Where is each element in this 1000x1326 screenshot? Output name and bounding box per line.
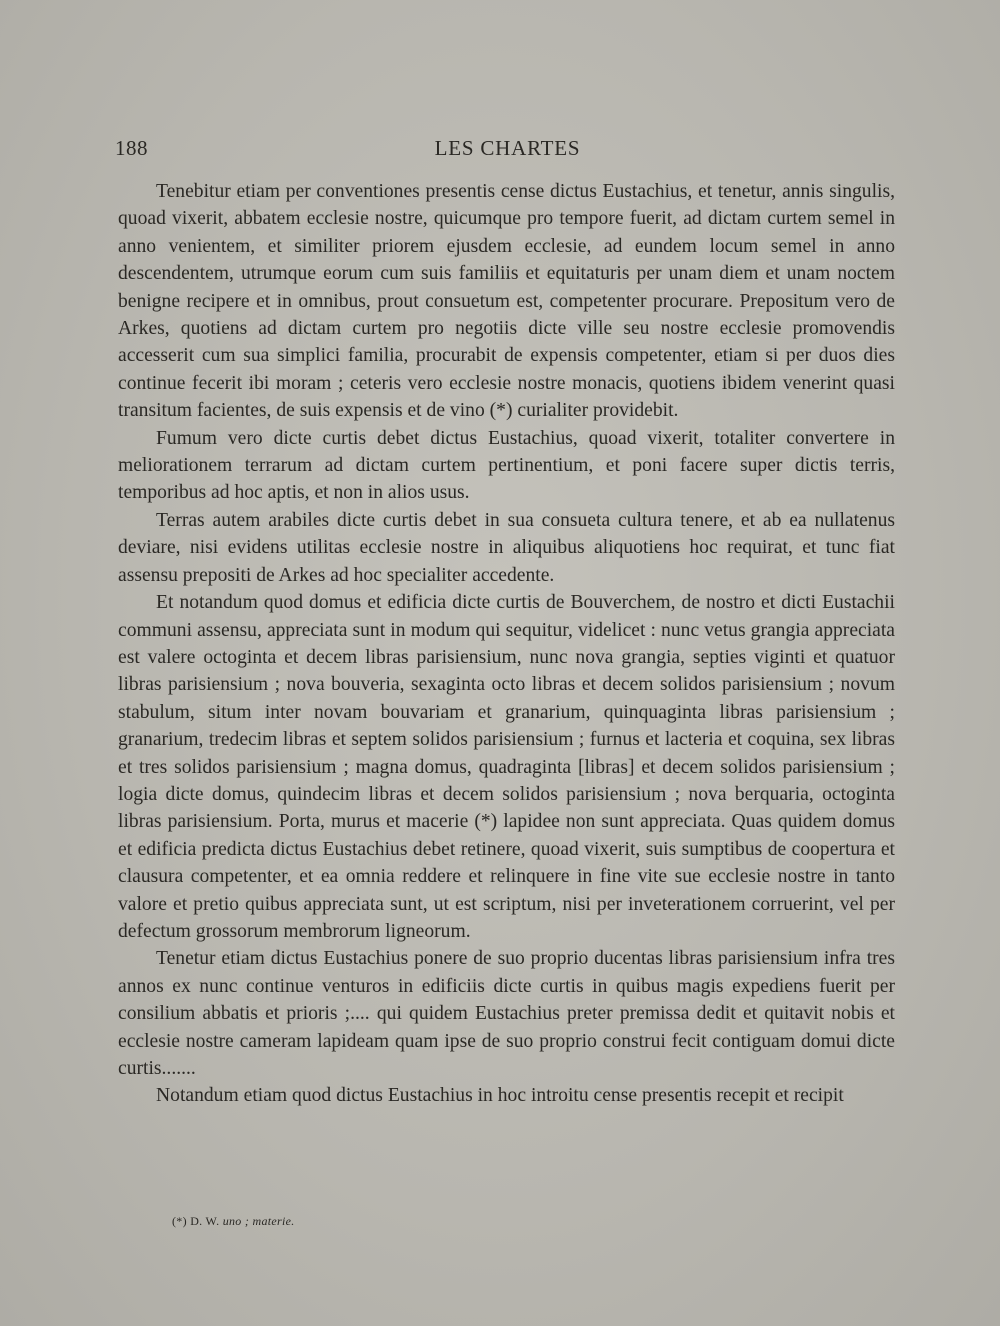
footnote-marker: (*) D. W. [172, 1214, 220, 1228]
page-number: 188 [115, 136, 148, 160]
paragraph: Et notandum quod domus et edificia dicte curtis de Bouverchem, de nostro et dicti Eustachii communi assensu, appreciata sunt in modum qui sequitur, videlicet : nunc vetus grangia appreciata est valere octoginta et decem libras parisiensium, nunc nova grangia, septies viginti et quatuor libras parisiensium ; nova bouveria, sexaginta octo libras et decem solidos parisiensium ; novum stabulum, situm inter novam bouvariam et granarium, quinquaginta libras parisiensium ; granarium, tredecim libras et septem solidos parisiensium ; furnus et lacteria et coquina, sex libras et tres solidos parisiensium ; magna domus, quadraginta [libras] et decem solidos parisiensium ; logia dicte domus, quindecim libras et decem solidos parisiensium ; nova berquaria, octoginta libras parisiensium. Porta, murus et macerie (*) lapidee non sunt appreciata. Quas quidem domus et edificia predicta dictus Eustachius debet retinere, quoad vixerit, suis sumptibus de coopertura et clausura competenter, et ea omnia reddere et relinquere in fine vite sue ecclesie nostre in tanto valore et pretio quibus appreciata sunt, ut est scriptum, nisi per inveterationem corruerint, vel per defectum grossorum membrorum ligneorum. [118, 592, 895, 942]
body-text [118, 178, 895, 1110]
paragraph: Notandum etiam quod dictus Eustachius in hoc introitu cense presentis recepit et recipit [156, 1085, 844, 1107]
paragraph: Tenebitur etiam per conventiones presentis cense dictus Eustachius, et tenetur, annis singulis, quoad vixerit, abbatem ecclesie nostre, quicumque pro tempore fuerit, ad dictam curtem semel in anno venientem, et similiter priorem ejusdem ecclesie, ad eundem locum semel in anno descendentem, utrumque eorum cum suis familiis et equitaturis per unam diem et unam noctem benigne recipere et in omnibus, prout consuetum est, competenter procurare. Prepositum vero de Arkes, quotiens ad dictam curtem pro negotiis dicte ville seu nostre ecclesie promovendis accesserit cum sua simplici familia, procurabit de expensis competenter, etiam si per duos dies continue fecerit ibi moram ; ceteris vero ecclesie nostre monacis, quotiens ibidem venerint quasi transitum facientes, de suis expensis et de vino (*) curialiter providebit. [118, 181, 895, 422]
footnote [172, 1214, 295, 1229]
running-title: LES CHARTES [434, 136, 581, 160]
paragraph: Tenetur etiam dictus Eustachius ponere de suo proprio ducentas libras parisiensium infra tres annos ex nunc continue venturos in edificiis dicte curtis in quibus magis expediens fuerit per consilium abbatis et prioris ;.... qui quidem Eustachius preter premissa dedit et quitavit nobis et ecclesie nostre cameram lapideam quam ipse de suo proprio construi fecit contiguam domui dicte curtis....... [118, 948, 895, 1079]
paragraph: Fumum vero dicte curtis debet dictus Eustachius, quoad vixerit, totaliter convertere in meliorationem terrarum ad dictam curtem pertinentium, et poni facere super dictis terris, temporibus ad hoc aptis, et non in alios usus. [118, 427, 895, 504]
paragraph: Terras autem arabiles dicte curtis debet in sua consueta cultura tenere, et ab ea nullatenus deviare, nisi evidens utilitas ecclesie nostre in aliquibus aliquotiens hoc requirat, et tunc fiat assensu prepositi de Arkes ad hoc specialiter accedente. [118, 509, 895, 586]
footnote-text: uno ; materie. [222, 1214, 295, 1228]
page-header [115, 136, 900, 166]
